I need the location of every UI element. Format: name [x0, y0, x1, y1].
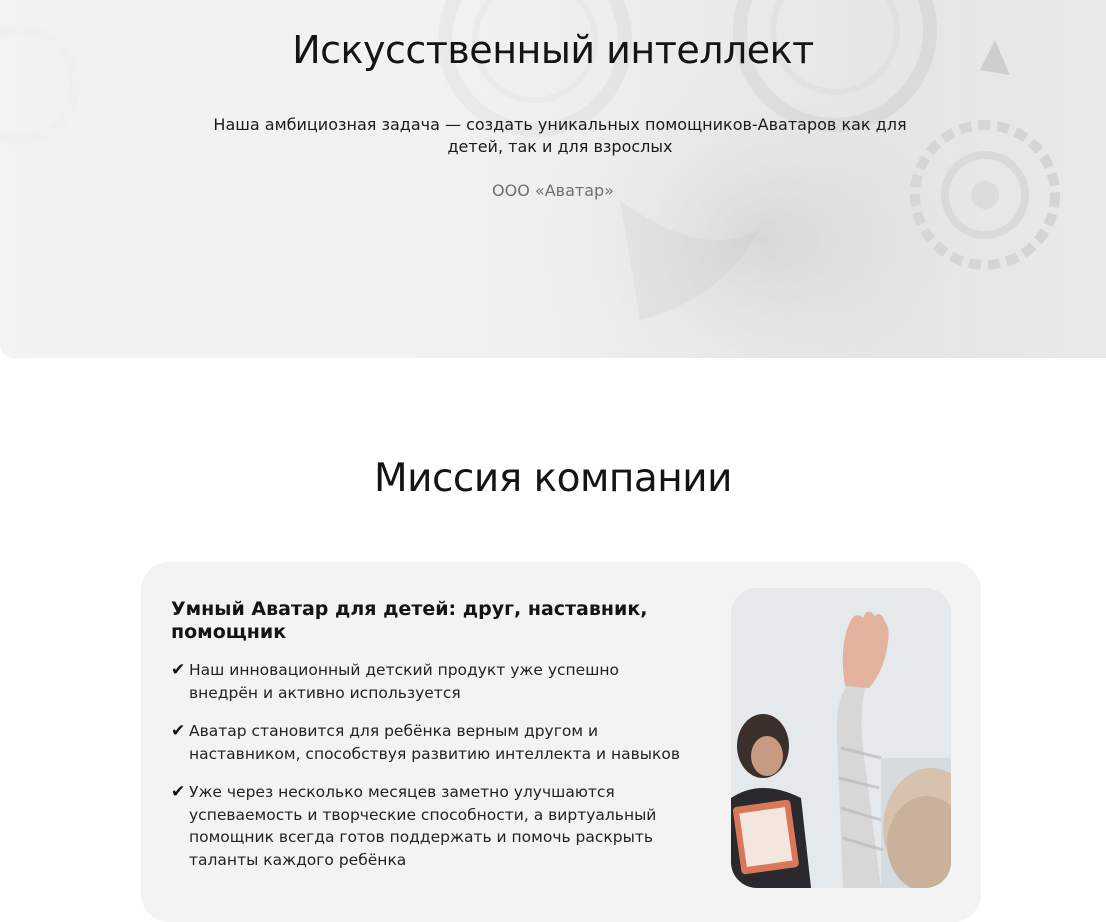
card-heading: Умный Аватар для детей: друг, наставник, помощник	[171, 598, 648, 643]
hero-title: Искусственный интеллект	[292, 28, 814, 72]
classroom-raised-hand-photo	[731, 588, 951, 888]
list-item	[171, 659, 691, 704]
list-item-text: Аватар становится для ребёнка верным другом и наставником, способствуя развитию интеллекта и навыков	[189, 722, 681, 763]
list-item	[171, 781, 691, 871]
hero-banner	[0, 0, 1106, 358]
checkmark-icon: ✔	[171, 782, 186, 802]
list-item-text: Уже через несколько месяцев заметно улучшаются успеваемость и творческие способности, а виртуальный помощник всегда готов поддержать и помочь раскрыть таланты каждого ребёнка	[189, 783, 657, 869]
mission-card	[141, 562, 981, 922]
mission-title: Миссия компании	[373, 456, 732, 501]
hero-subtitle: Наша амбициозная задача — создать уникальных помощников-Аватаров как для детей, так и для взрослых	[213, 115, 907, 156]
list-item	[171, 720, 691, 765]
company-name: ООО «Аватар»	[492, 181, 614, 200]
feature-list	[171, 659, 691, 887]
list-item-text: Наш инновационный детский продукт уже успешно внедрён и активно используется	[189, 661, 620, 702]
checkmark-icon: ✔	[171, 660, 186, 680]
checkmark-icon: ✔	[171, 721, 186, 741]
classroom-photo-illustration	[731, 588, 951, 888]
